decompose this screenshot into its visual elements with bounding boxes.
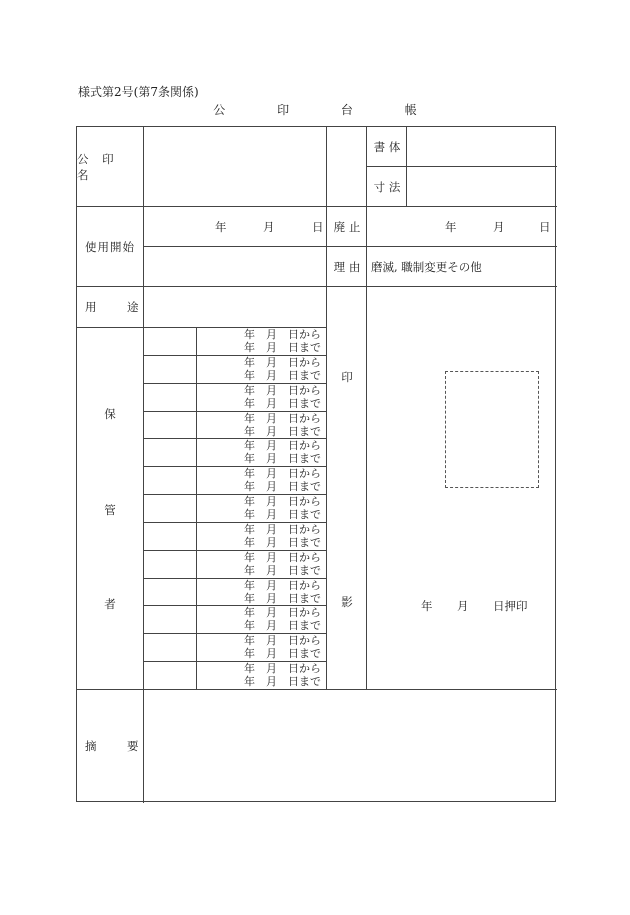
- period-from: 年 月 日から: [244, 551, 321, 564]
- period-from: 年 月 日から: [244, 606, 321, 619]
- divider: [196, 327, 197, 689]
- title-char: 印: [277, 103, 290, 117]
- period-to: 年 月 日まで: [244, 647, 321, 660]
- custody-period: [237, 606, 321, 632]
- custody-period: [237, 523, 321, 549]
- period-from: 年 月 日から: [244, 328, 321, 341]
- custody-period: [237, 579, 321, 605]
- remarks-label: 摘 要: [85, 739, 139, 753]
- impression-date: 年 月 日押印: [421, 599, 528, 613]
- period-to: 年 月 日まで: [244, 592, 321, 605]
- custodian-label-char: 管: [104, 503, 116, 517]
- period-to: 年 月 日まで: [244, 564, 321, 577]
- abolished-date: 年 月 日: [445, 220, 551, 234]
- start-of-use-label: 使用開始: [85, 240, 135, 254]
- period-to: 年 月 日まで: [244, 480, 321, 493]
- period-from: 年 月 日から: [244, 412, 321, 425]
- period-to: 年 月 日まで: [244, 508, 321, 521]
- impression-label-char: 影: [341, 595, 353, 609]
- period-to: 年 月 日まで: [244, 619, 321, 632]
- period-to: 年 月 日まで: [244, 675, 321, 688]
- start-date: 年 月 日: [215, 220, 324, 234]
- period-to: 年 月 日まで: [244, 536, 321, 549]
- seal-register-form: [76, 126, 556, 802]
- custodian-label-char: 保: [104, 407, 116, 421]
- form-number: 様式第2号(第7条関係): [78, 85, 199, 99]
- reason-label: 理 由: [333, 260, 361, 274]
- title-char: 台: [340, 103, 353, 117]
- period-to: 年 月 日まで: [244, 341, 321, 354]
- period-to: 年 月 日まで: [244, 452, 321, 465]
- abolished-label: 廃 止: [333, 220, 361, 234]
- divider: [77, 689, 557, 690]
- period-from: 年 月 日から: [244, 662, 321, 675]
- custody-period: [237, 662, 321, 688]
- custody-period: [237, 634, 321, 660]
- period-from: 年 月 日から: [244, 495, 321, 508]
- seal-impression-box: [445, 371, 539, 488]
- custody-period: [237, 439, 321, 465]
- period-from: 年 月 日から: [244, 384, 321, 397]
- period-from: 年 月 日から: [244, 523, 321, 536]
- page-title: [0, 101, 630, 118]
- reason-value: 磨滅, 職制変更その他: [371, 260, 482, 274]
- period-to: 年 月 日まで: [244, 369, 321, 382]
- custody-period: [237, 356, 321, 382]
- period-from: 年 月 日から: [244, 467, 321, 480]
- purpose-label: 用 途: [85, 300, 139, 314]
- period-from: 年 月 日から: [244, 439, 321, 452]
- period-to: 年 月 日まで: [244, 425, 321, 438]
- custodian-label-char: 者: [104, 597, 116, 611]
- typeface-label: 書 体: [373, 139, 401, 154]
- title-char: 公: [213, 103, 226, 117]
- period-from: 年 月 日から: [244, 634, 321, 647]
- dimensions-label: 寸 法: [373, 179, 401, 194]
- period-from: 年 月 日から: [244, 579, 321, 592]
- title-char: 帳: [404, 103, 417, 117]
- custody-period: [237, 384, 321, 410]
- impression-label-char: 印: [341, 370, 353, 384]
- custody-period: [237, 467, 321, 493]
- custody-period: [237, 412, 321, 438]
- period-to: 年 月 日まで: [244, 397, 321, 410]
- custody-period: [237, 551, 321, 577]
- seal-name-label: 公 印 名: [77, 151, 119, 182]
- period-from: 年 月 日から: [244, 356, 321, 369]
- custody-period: [237, 495, 321, 521]
- custody-period: [237, 328, 321, 354]
